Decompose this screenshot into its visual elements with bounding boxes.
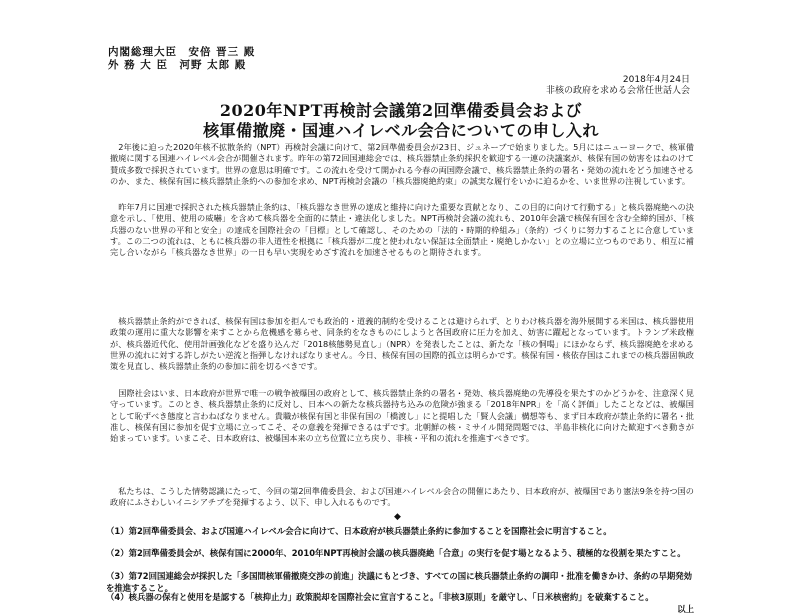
document-title-line-1: 2020年NPT再検討会議第2回準備委員会および (219, 101, 583, 120)
sender-organization: 非核の政府を求める会常任世話人会 (545, 86, 690, 96)
paragraph-text: 私たちは、こうした情勢認識にたって、今回の第2回準備委員会、および国連ハイレベル会合の開催にあたり、日本政府が、被爆国であり憲法9条を持つ国の政府にふさわしいイニシアチブを発揮するよう、以下、申し入れるものです。 (110, 486, 694, 508)
document-title-line-2: 核軍備撤廃・国連ハイレベル会合についての申し入れ (203, 121, 599, 140)
paragraph-text: 2年後に迫った2020年核不拡散条約（NPT）再検討会議に向けて、第2回準備委員会が23日、ジュネーブで始まりました。5月にはニューヨークで、核軍備撤廃に関する国連ハイレベル会合が開催されます。昨年の第72回国連総会では、核兵器禁止条約採択を歓迎する一連の決議案が、核保有国の妨害をはねのけて賛成多数で採択されています。世界の意思は明確です。この流れを受けて開かれる今春の両国際会議で、核兵器禁止条約の署名・発効の流れをどう加速させるのか、また、核保有国に核兵器禁止条約への参加を求め、NPT再検討会議の「核兵器廃絶約束」の誠実な履行をいかに迫るかを、いま世界の注視しています。 (110, 142, 694, 186)
paragraph-text: 昨年7月に国連で採択された核兵器禁止条約は、「核兵器なき世界の達成と維持に向けた重要な貢献となり、この目的に向けて行動する」と核兵器廃絶への決意を示し、「使用、使用の威嚇」を含めて核兵器を全面的に禁止・違法化しました。NPT再検討会議の流れも、2010年会議で核保有国を含む全締約国が、「核兵器のない世界の平和と安全」の達成を国際社会の「目標」として確認し、そのための「法的・時期的枠組み」（条約）づくりに努力することに合意しています。この二つの流れは、ともに核兵器の非人道性を根拠に「核兵器が二度と使われない保証は全面禁止・廃絶しかない」との立場に立つものであり、相互に補完し合いながら「核兵器なき世界」の一日も早い実現をめざす流れを加速させるものと期待されます。 (110, 202, 694, 258)
demand-item-1: （1）第2回準備委員会、および国連ハイレベル会合に向けて、日本政府が核兵器禁止条約に参加することを国際社会に明言すること。 (106, 526, 612, 536)
addressee-foreign-minister: 外 務 大 臣 河野 太郎 殿 (108, 59, 247, 71)
body-paragraph-2 (110, 202, 694, 310)
body-paragraph-1 (110, 142, 694, 198)
body-paragraph-4 (110, 388, 694, 480)
letter-date: 2018年4月24日 (622, 75, 690, 85)
paragraph-text: 国際社会はいま、日本政府が世界で唯一の戦争被爆国の政府として、核兵器禁止条約の署名・発効、核兵器廃絶の先導役を果たすのかどうかを、注意深く見守っています。このとき、核兵器禁止条約に反対し、日本への新たな核兵器持ち込みの危険が強まる「2018年NPR」を「高く評価」したことなどは、被爆国として恥ずべき態度と言わねばなりません。貴職が核保有国と非保有国の「橋渡し」にと提唱した「賢人会議」構想等も、まず日本政府が禁止条約に署名・批准し、核保有国に参加を促す立場に立ってこそ、その意義を発揮できるはずです。北朝鮮の核・ミサイル開発問題では、半島非核化に向けた歓迎すべき動きが始まっています。いまこそ、日本政府は、被爆国本来の立ち位置に立ち戻り、非核・平和の流れを推進すべきです。 (110, 388, 694, 444)
addressee-prime-minister: 内閣総理大臣 安倍 晋三 殿 (108, 46, 256, 58)
demand-item-2: （2）第2回準備委員会が、核保有国に2000年、2010年NPT再検討会議の核兵器廃絶「合意」の実行を促す場となるよう、積極的な役割を果たすこと。 (106, 548, 686, 558)
section-separator-diamond: ◆ (394, 512, 401, 522)
demand-item-4: （4）核兵器の保有と使用を是認する「核抑止力」政策脱却を国際社会に宣言すること。「非核3原則」を厳守し、「日米核密約」を破棄すること。 (106, 592, 654, 602)
paragraph-text: 核兵器禁止条約ができれば、核保有国は参加を拒んでも政治的・道義的制約を受けることは避けられず、とりわけ核兵器を海外展開する米国は、核兵器使用政策の運用に重大な影響を来すことから危機感を募らせ、同条約をなきものにしようと各国政府に圧力を加え、妨害に躍起となっています。トランプ米政権が、核兵器近代化、使用計画強化などを盛り込んだ「2018核態勢見直し」（NPR）を発表したことは、新たな「核の恫喝」にほかならず、核兵器廃絶を求める世界の流れに対する許しがたい逆流と指弾しなければなりません。今日、核保有国の国際的孤立は明らかです。核保有国・核依存国はこれまでの核兵器固執政策を見直し、核兵器禁止条約の参加に前を切るべきです。 (110, 316, 694, 372)
closing-mark: 以上 (677, 604, 694, 614)
body-paragraph-3 (110, 316, 694, 382)
body-paragraph-5 (110, 486, 694, 512)
letter-sheet (98, 38, 704, 614)
demand-item-3: （3）第72回国連総会が採択した「多国間核軍備撤廃交渉の前進」決議にもとづき、すべての国に核兵器禁止条約の調印・批准を働きかけ、条約の早期発効を推進すること。 (106, 571, 692, 593)
